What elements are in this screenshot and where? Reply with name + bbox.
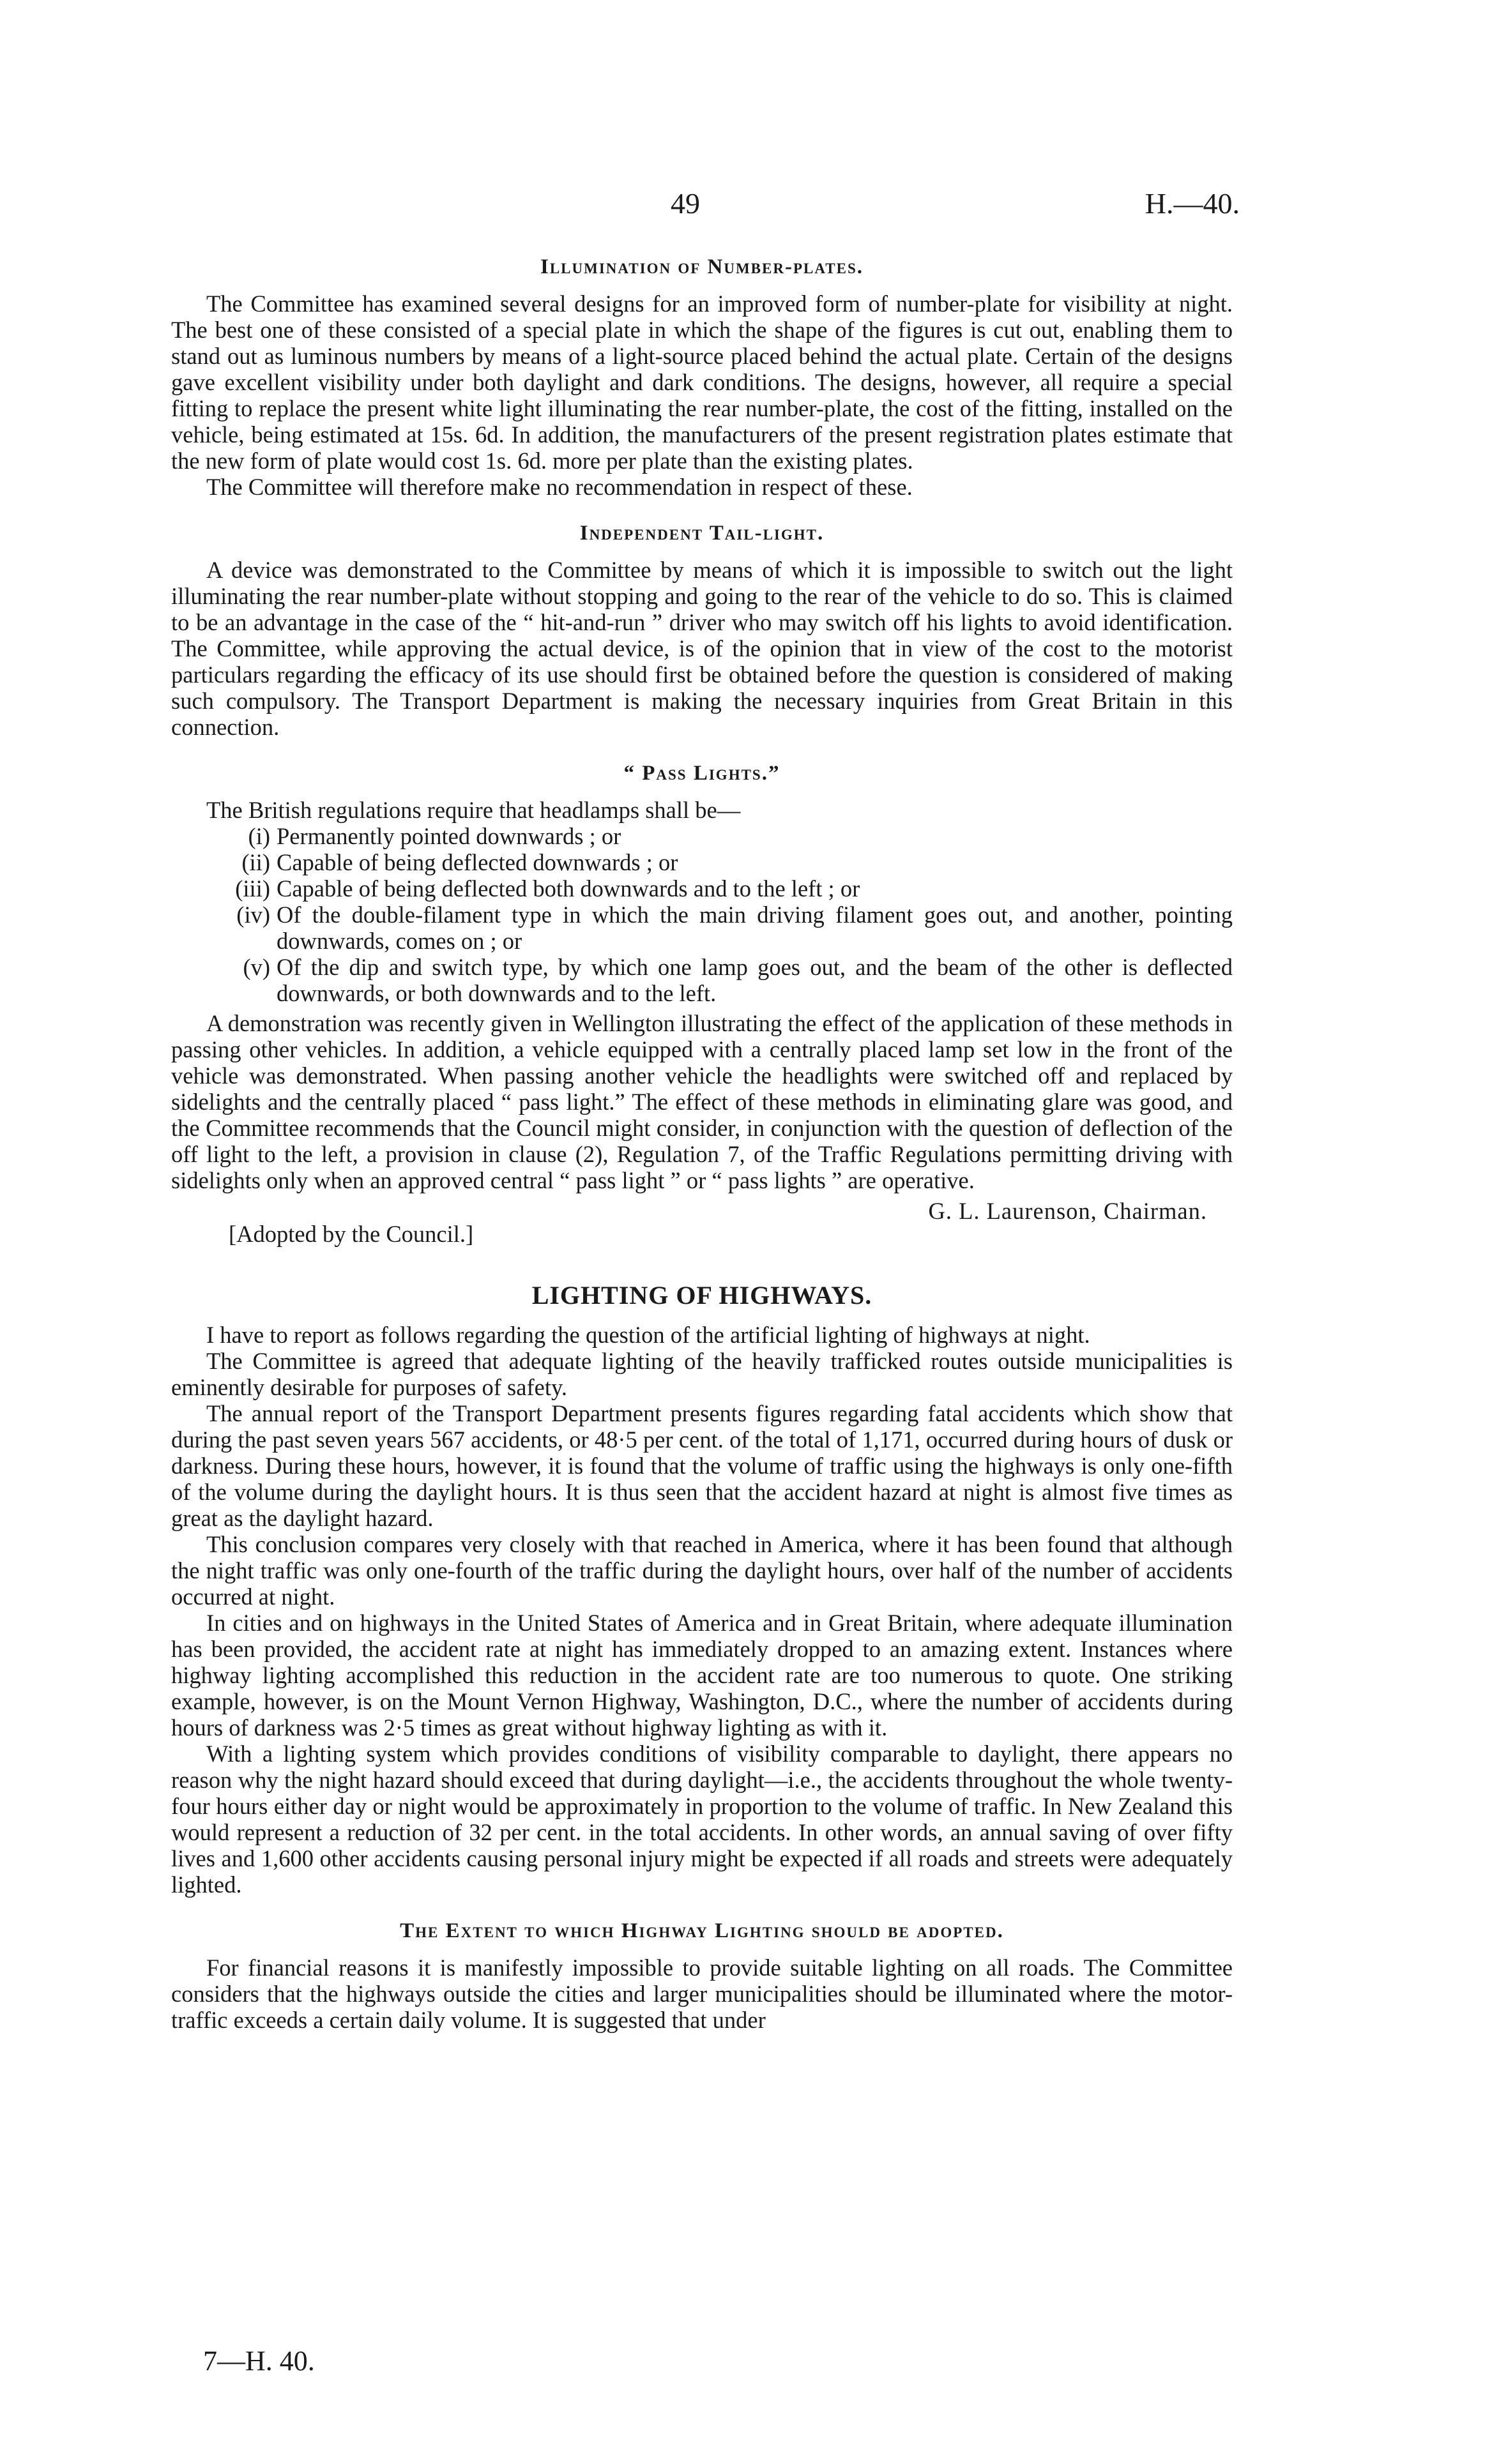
list-item-text: Of the dip and switch type, by which one lamp goes out, and the beam of the other is deflected downwards, or both downwards and to the left. bbox=[277, 954, 1233, 1006]
page-header bbox=[0, 186, 1492, 225]
document-body bbox=[171, 255, 1233, 2055]
chairman-signature: G. L. Laurenson, Chairman. bbox=[928, 1198, 1207, 1224]
paragraph: This conclusion compares very closely with that reached in America, where it has been found that although the night traffic was only one-fourth of the traffic during the daylight hours, over half of the number of accidents occurred at night. bbox=[171, 1531, 1233, 1610]
paragraph: I have to report as follows regarding the question of the artificial lighting of highways at night. bbox=[206, 1322, 1090, 1348]
paragraph: With a lighting system which provides conditions of visibility comparable to daylight, there appears no reason why the night hazard should exceed that during daylight—i.e., the accidents throughout the whole twenty-four hours either day or night would be approximately in proportion to the volume of traffic. In New Zealand this would represent a reduction of 32 per cent. in the total accidents. In other words, an annual saving of over fifty lives and 1,600 other accidents causing personal injury might be expected if all roads and streets were adequately lighted. bbox=[171, 1741, 1233, 1898]
list-item-text: Capable of being deflected downwards ; or bbox=[277, 849, 678, 875]
paragraph: For financial reasons it is manifestly impossible to provide suitable lighting on all roads. The Committee considers that the highways outside the cities and larger municipalities should be illuminated where the motor-traffic exceeds a certain daily volume. It is suggested that under bbox=[171, 1954, 1233, 2033]
paragraph: In cities and on highways in the United States of America and in Great Britain, where adequate illumination has been provided, the accident rate at night has immediately dropped to an amazing extent. Instances where highway lighting accomplished this reduction in the accident rate are too numerous to quote. One striking example, however, is on the Mount Vernon Highway, Washington, D.C., where the number of accidents during hours of darkness was 2·5 times as great without highway lighting as with it. bbox=[171, 1610, 1233, 1741]
section-heading: The Extent to which Highway Lighting should be adopted. bbox=[400, 1919, 1004, 1942]
paragraph: The Committee will therefore make no recommendation in respect of these. bbox=[206, 474, 913, 500]
adopted-note: [Adopted by the Council.] bbox=[229, 1221, 474, 1247]
headlamp-requirements-list bbox=[171, 823, 1233, 1006]
paragraph: A device was demonstrated to the Committee by means of which it is impossible to switch out the light illuminating the rear number-plate without stopping and going to the rear of the vehicle to do so. This is claimed to be an advantage in the case of the “ hit-and-run ” driver who may switch off his lights to avoid identification. The Committee, while approving the actual device, is of the opinion that in view of the cost to the motorist particulars regarding the efficacy of its use should first be obtained before the question is considered of making such compulsory. The Transport Department is making the necessary inquiries from Great Britain in this connection. bbox=[171, 557, 1233, 740]
list-item bbox=[171, 902, 1233, 954]
list-item-number: (ii) bbox=[241, 849, 270, 875]
paragraph: The Committee is agreed that adequate lighting of the heavily trafficked routes outside municipalities is eminently desirable for purposes of safety. bbox=[171, 1348, 1233, 1400]
major-heading: LIGHTING OF HIGHWAYS. bbox=[531, 1281, 872, 1310]
list-intro: The British regulations require that headlamps shall be— bbox=[206, 797, 741, 823]
paragraph: The Committee has examined several designs for an improved form of number-plate for visibility at night. The best one of these consisted of a special plate in which the shape of the figures is cut out, enabling them to stand out as luminous numbers by means of a light-source placed behind the actual plate. Certain of the designs gave excellent visibility under both daylight and dark conditions. The designs, however, all require a special fitting to replace the present white light illuminating the rear number-plate, the cost of the fitting, installed on the vehicle, being estimated at 15s. 6d. In addition, the manufacturers of the present registration plates estimate that the new form of plate would cost 1s. 6d. more per plate than the existing plates. bbox=[171, 291, 1233, 474]
section-tail-light bbox=[171, 522, 1233, 740]
list-item-number: (i) bbox=[248, 823, 270, 849]
section-heading: Independent Tail-light. bbox=[579, 522, 825, 545]
list-item bbox=[171, 954, 1233, 1006]
footer-reference: 7—H. 40. bbox=[203, 2345, 315, 2377]
list-item-number: (iv) bbox=[236, 902, 270, 928]
list-item-text: Capable of being deflected both downwards and to the left ; or bbox=[277, 875, 860, 902]
section-extent bbox=[171, 1919, 1233, 2033]
section-lighting-of-highways bbox=[171, 1280, 1233, 1898]
section-heading: Illumination of Number-plates. bbox=[540, 255, 864, 278]
list-item bbox=[171, 875, 1233, 902]
page-number: 49 bbox=[671, 187, 700, 220]
list-item-text: Permanently pointed downwards ; or bbox=[277, 823, 621, 849]
section-illumination bbox=[171, 255, 1233, 500]
section-pass-lights bbox=[171, 762, 1233, 1255]
document-reference: H.—40. bbox=[1145, 187, 1240, 220]
list-item-number: (v) bbox=[243, 954, 270, 980]
section-heading: “ Pass Lights.” bbox=[623, 762, 780, 785]
list-item bbox=[171, 823, 1233, 849]
list-item bbox=[171, 849, 1233, 875]
paragraph: A demonstration was recently given in Wellington illustrating the effect of the application of these methods in passing other vehicles. In addition, a vehicle equipped with a centrally placed lamp set low in the front of the vehicle was demonstrated. When passing another vehicle the headlights were switched off and replaced by sidelights and the centrally placed “ pass light.” The effect of these methods in eliminating glare was good, and the Committee recommends that the Council might consider, in conjunction with the question of deflection of the off light to the left, a provision in clause (2), Regulation 7, of the Traffic Regulations permitting driving with sidelights only when an approved central “ pass light ” or “ pass lights ” are operative. bbox=[171, 1010, 1233, 1193]
list-item-text: Of the double-filament type in which the main driving filament goes out, and another, pointing downwards, comes on ; or bbox=[277, 902, 1233, 954]
paragraph: The annual report of the Transport Department presents figures regarding fatal accidents which show that during the past seven years 567 accidents, or 48·5 per cent. of the total of 1,171, occurred during hours of dusk or darkness. During these hours, however, it is found that the volume of traffic using the highways is only one-fifth of the volume during the daylight hours. It is thus seen that the accident hazard at night is almost five times as great as the daylight hazard. bbox=[171, 1400, 1233, 1531]
signoff bbox=[171, 1197, 1233, 1255]
list-item-number: (iii) bbox=[235, 875, 270, 902]
